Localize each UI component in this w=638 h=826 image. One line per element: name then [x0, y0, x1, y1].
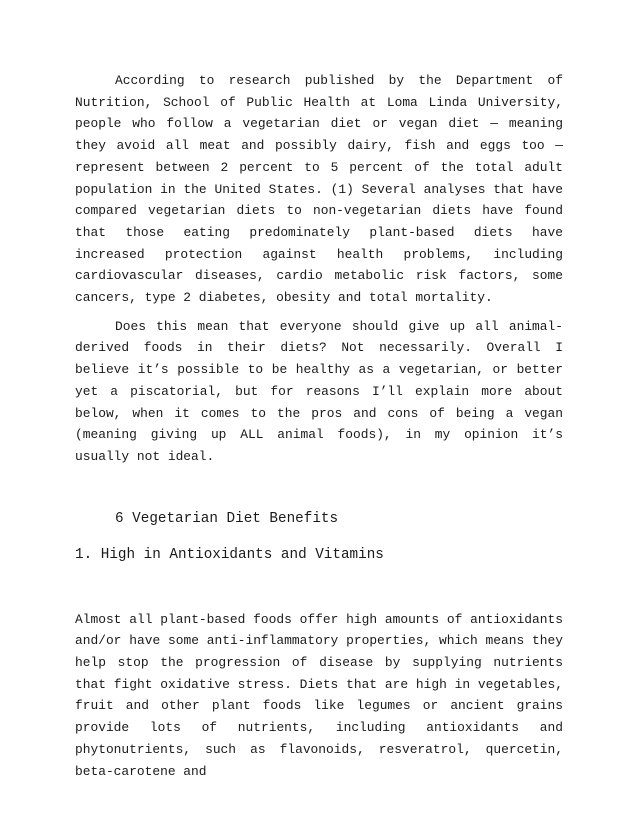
- intro-paragraph: According to research published by the Department of Nutrition, School of Public Health at Loma Linda University, people who follow a vegetarian diet or vegan diet — meaning they avoid all meat and possibly dairy, fish and eggs too — represent between 2 percent to 5 percent of the total adult population in the United States. (1) Several analyses that have compared vegetarian diets to non-vegetarian diets have found that those eating predominately plant-based diets have increased protection against health problems, including cardiovascular diseases, cardio metabolic risk factors, some cancers, type 2 diabetes, obesity and total mortality.: [75, 73, 563, 306]
- benefit-subheading: 1. High in Antioxidants and Vitamins: [75, 546, 384, 563]
- vegan-opinion-paragraph: Does this mean that everyone should give up all animal-derived foods in their diets? Not necessarily. Overall I believe it’s possible to be healthy as a vegetarian, or better yet a piscatorial, but for reasons I’ll explain more about below, when it comes to the pros and cons of being a vegan (meaning giving up ALL animal foods), in my opinion it’s usually not ideal.: [75, 318, 563, 464]
- antioxidants-paragraph: Almost all plant-based foods offer high amounts of antioxidants and/or have some anti-inflammatory properties, which means they help stop the progression of disease by supplying nutrients that fight oxidative stress. Diets that are high in vegetables, fruit and other plant foods like legumes or ancient grains provide lots of nutrients, including antioxidants and phytonutrients, such as flavonoids, resveratrol, quercetin, beta-carotene and: [75, 611, 563, 779]
- section-heading: 6 Vegetarian Diet Benefits: [115, 510, 339, 527]
- document-page: [75, 70, 563, 782]
